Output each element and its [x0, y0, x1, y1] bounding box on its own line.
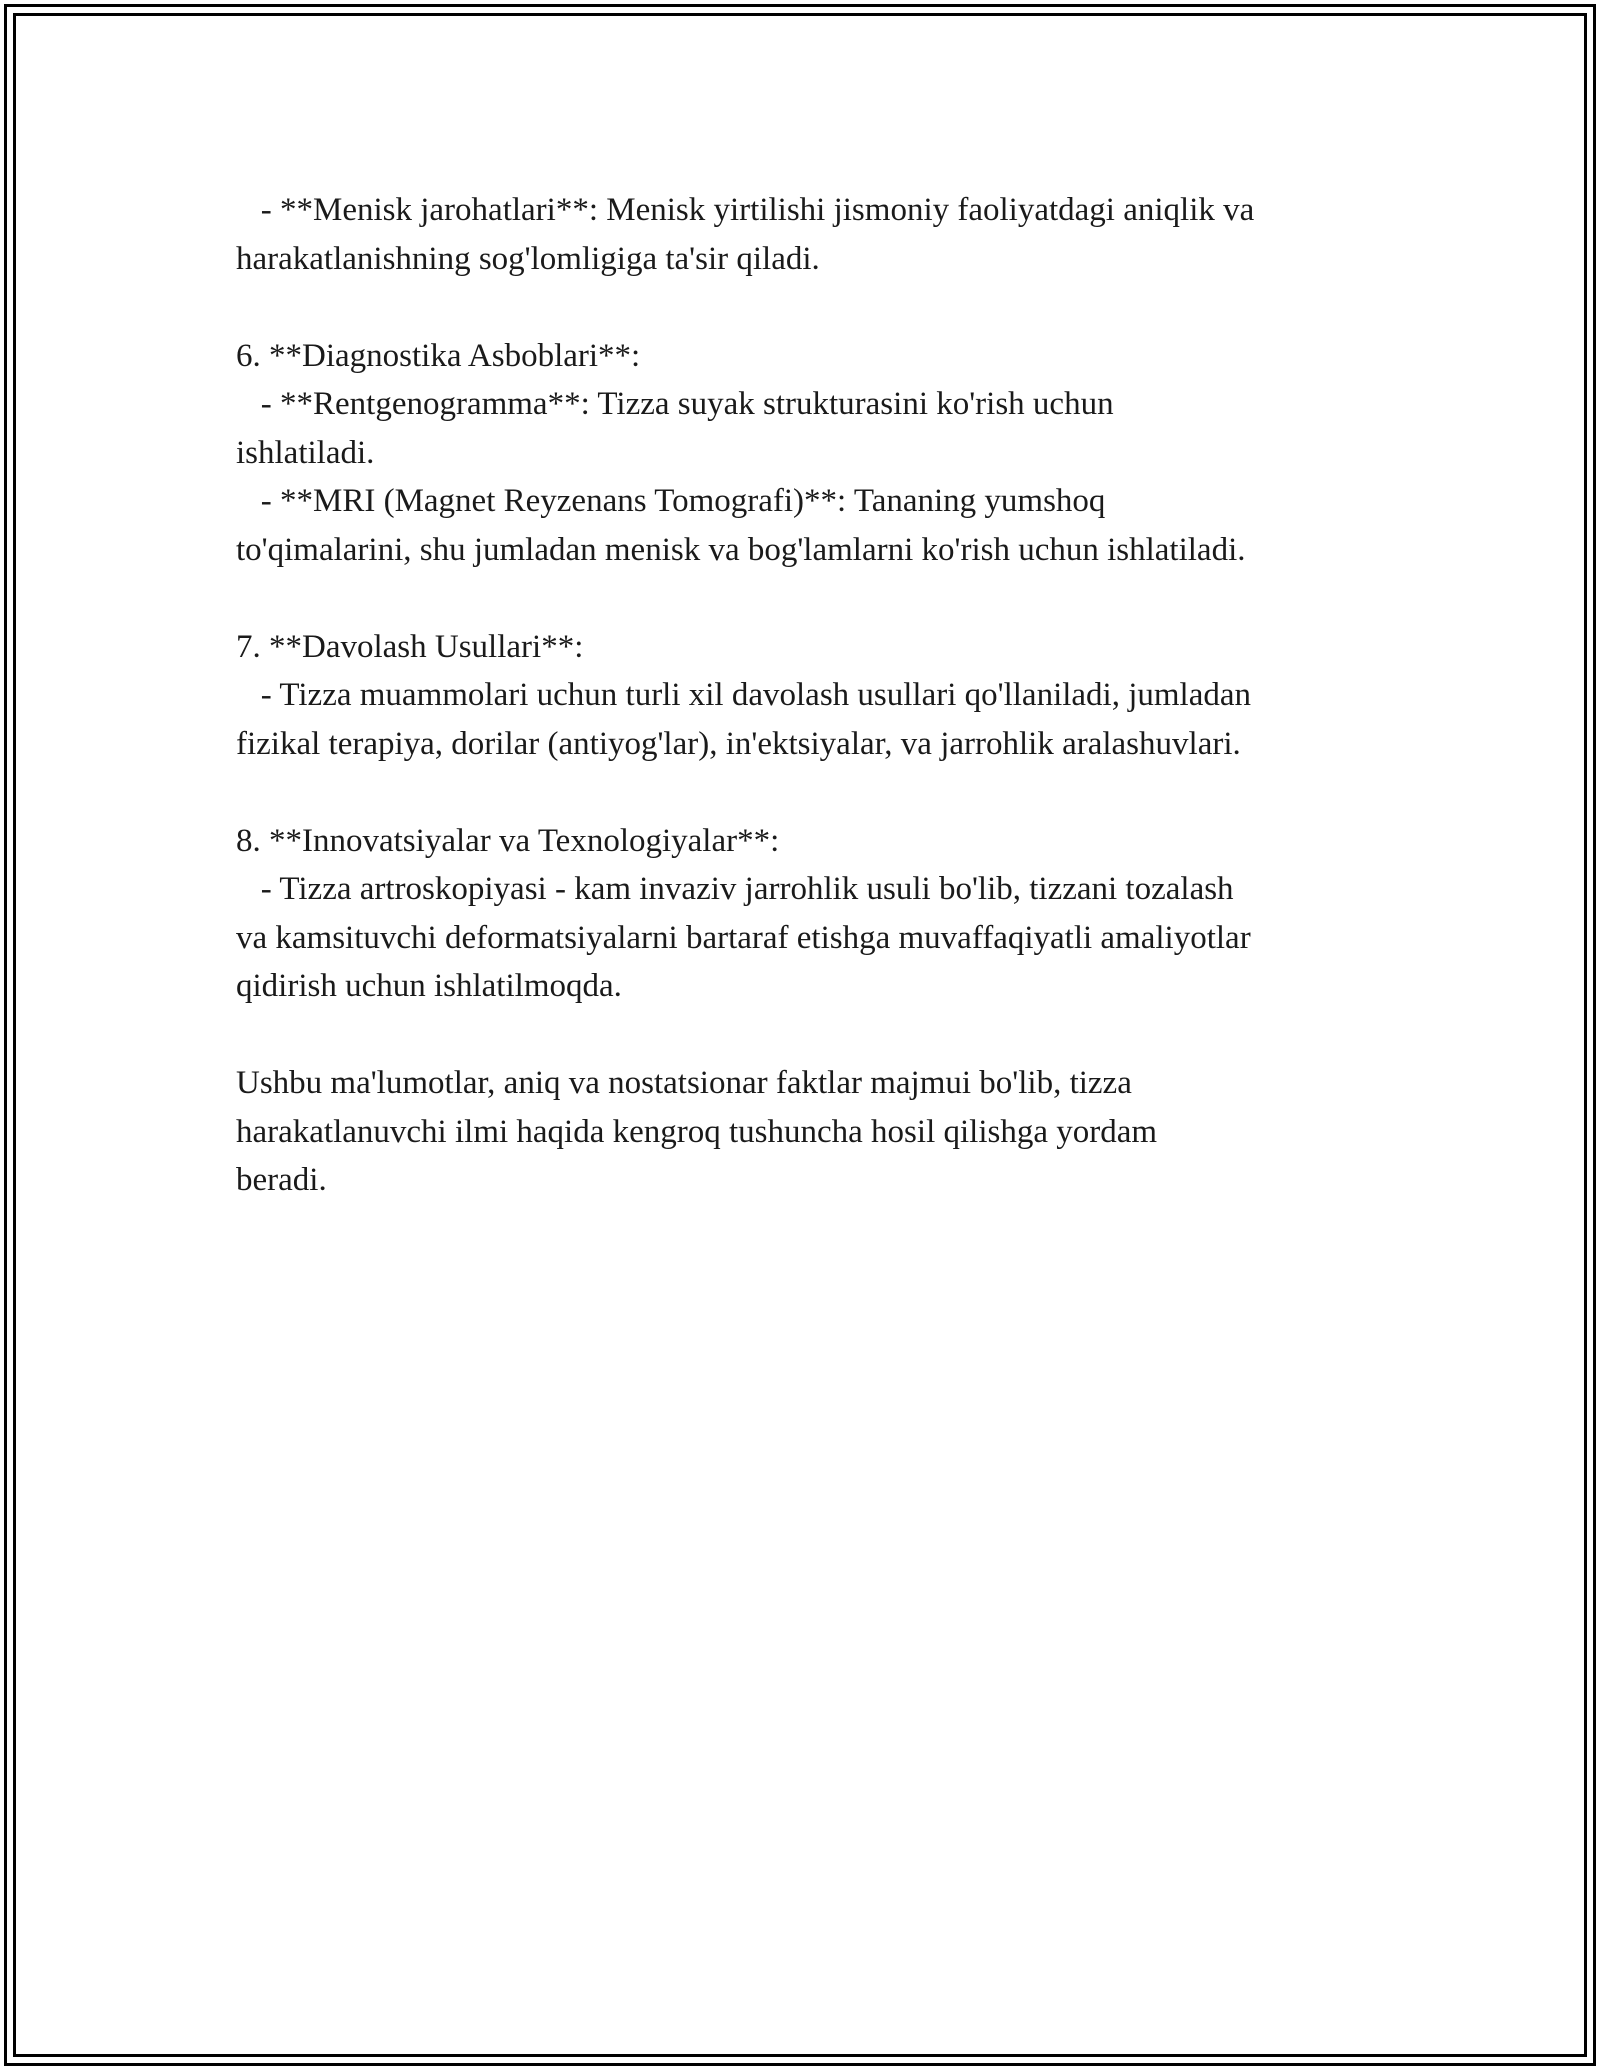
paragraph-gap: [236, 768, 1376, 817]
text-line: va kamsituvchi deformatsiyalarni bartaraf etishga muvaffaqiyatli amaliyotlar: [236, 919, 1251, 956]
document-body: [236, 186, 1376, 1205]
text-line: - Tizza artroskopiyasi - kam invaziv jarrohlik usuli bo'lib, tizzani tozalash: [236, 871, 1234, 907]
section-heading: 6. **Diagnostika Asboblari**:: [236, 337, 641, 374]
text-line: - Tizza muammolari uchun turli xil davolash usullari qo'llaniladi, jumladan: [236, 677, 1252, 713]
paragraph-gap: [236, 574, 1376, 623]
closing-line: harakatlanuvchi ilmi haqida kengroq tushuncha hosil qilishga yordam: [236, 1113, 1158, 1150]
paragraph-gap: [236, 283, 1376, 332]
text-line: to'qimalarini, shu jumladan menisk va bog'lamlarni ko'rish uchun ishlatiladi.: [236, 531, 1246, 568]
text-line: harakatlanishning sog'lomligiga ta'sir qiladi.: [236, 240, 820, 277]
section-heading: 7. **Davolash Usullari**:: [236, 628, 584, 665]
text-line: ishlatiladi.: [236, 434, 375, 471]
closing-line: beradi.: [236, 1162, 327, 1198]
text-line: - **Menisk jarohatlari**: Menisk yirtilishi jismoniy faoliyatdagi aniqlik va: [236, 192, 1255, 228]
text-line: - **MRI (Magnet Reyzenans Tomografi)**: Tananing yumshoq: [236, 483, 1106, 519]
section-heading: 8. **Innovatsiyalar va Texnologiyalar**:: [236, 822, 780, 859]
closing-line: Ushbu ma'lumotlar, aniq va nostatsionar faktlar majmui bo'lib, tizza: [236, 1065, 1132, 1101]
text-line: - **Rentgenogramma**: Tizza suyak strukturasini ko'rish uchun: [236, 386, 1114, 422]
text-line: qidirish uchun ishlatilmoqda.: [236, 968, 622, 1004]
text-line: fizikal terapiya, dorilar (antiyog'lar), in'ektsiyalar, va jarrohlik aralashuvlari.: [236, 725, 1241, 762]
paragraph-gap: [236, 1011, 1376, 1060]
